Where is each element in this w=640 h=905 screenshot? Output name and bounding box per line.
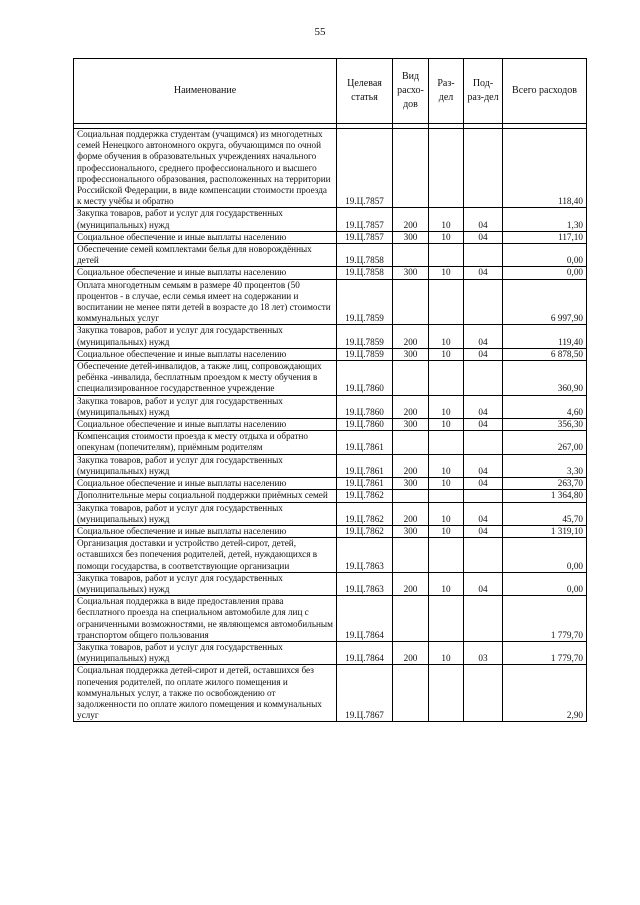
cell-subsection: [464, 538, 503, 573]
cell-section: [429, 129, 464, 208]
cell-subsection: 04: [464, 231, 503, 243]
cell-subsection: 04: [464, 419, 503, 431]
cell-expense: [393, 538, 429, 573]
cell-name: Социальное обеспечение и иные выплаты населению: [74, 231, 337, 243]
table-row: [74, 208, 587, 231]
cell-total: 119,40: [503, 325, 587, 348]
header-expense: Вид расхо-дов: [393, 59, 429, 124]
cell-name: Социальная поддержка детей-сирот и детей, оставшихся без попечения родителей, по оплате жилого помещения и коммунальных услуг, а также по освобождению от задолженности по оплате жилого помещения и коммунальных услуг: [74, 665, 337, 722]
cell-subsection: [464, 665, 503, 722]
table-row: [74, 525, 587, 537]
cell-expense: 200: [393, 641, 429, 664]
cell-expense: [393, 244, 429, 267]
header-target: Целевая статья: [337, 59, 393, 124]
cell-section: 10: [429, 478, 464, 490]
cell-section: 10: [429, 641, 464, 664]
cell-expense: [393, 490, 429, 502]
cell-expense: 300: [393, 525, 429, 537]
table-row: [74, 129, 587, 208]
cell-total: 2,90: [503, 665, 587, 722]
header-name: Наименование: [74, 59, 337, 124]
cell-name: Обеспечение детей-инвалидов, а также лиц, сопровождающих ребёнка -инвалида, бесплатным проездом к месту обучения в специализированное государственное учреждение: [74, 361, 337, 396]
cell-section: 10: [429, 325, 464, 348]
cell-target: 19.Ц.7857: [337, 231, 393, 243]
cell-section: [429, 279, 464, 325]
cell-section: [429, 361, 464, 396]
cell-expense: 200: [393, 502, 429, 525]
page-number: 55: [314, 26, 326, 38]
cell-name: Закупка товаров, работ и услуг для государственных (муниципальных) нужд: [74, 641, 337, 664]
cell-subsection: [464, 129, 503, 208]
cell-section: [429, 490, 464, 502]
cell-total: 0,00: [503, 572, 587, 595]
cell-subsection: 04: [464, 395, 503, 418]
table-row: [74, 596, 587, 642]
cell-section: 10: [429, 525, 464, 537]
cell-target: 19.Ц.7864: [337, 641, 393, 664]
cell-expense: 200: [393, 454, 429, 477]
table-row: [74, 502, 587, 525]
cell-total: 3,30: [503, 454, 587, 477]
table-row: [74, 231, 587, 243]
cell-total: 118,40: [503, 129, 587, 208]
cell-total: 1 779,70: [503, 596, 587, 642]
cell-target: 19.Ц.7860: [337, 395, 393, 418]
cell-subsection: 04: [464, 572, 503, 595]
cell-expense: [393, 361, 429, 396]
cell-target: 19.Ц.7860: [337, 361, 393, 396]
cell-subsection: [464, 596, 503, 642]
cell-expense: 200: [393, 395, 429, 418]
cell-target: 19.Ц.7867: [337, 665, 393, 722]
cell-target: 19.Ц.7861: [337, 431, 393, 454]
cell-section: 10: [429, 419, 464, 431]
cell-name: Организация доставки и устройство детей-сирот, детей, оставшихся без попечения родителей, детей, нуждающихся в помощи государства, в соответствующие организации: [74, 538, 337, 573]
cell-expense: [393, 665, 429, 722]
cell-section: 10: [429, 454, 464, 477]
cell-total: 4,60: [503, 395, 587, 418]
cell-expense: 200: [393, 208, 429, 231]
cell-name: Социальное обеспечение и иные выплаты населению: [74, 348, 337, 360]
table-row: [74, 431, 587, 454]
cell-subsection: [464, 490, 503, 502]
cell-name: Закупка товаров, работ и услуг для государственных (муниципальных) нужд: [74, 395, 337, 418]
header-total: Всего расходов: [503, 59, 587, 124]
cell-subsection: [464, 361, 503, 396]
cell-section: [429, 244, 464, 267]
table-row: [74, 279, 587, 325]
cell-target: 19.Ц.7860: [337, 419, 393, 431]
cell-section: 10: [429, 231, 464, 243]
cell-expense: 300: [393, 478, 429, 490]
cell-subsection: 04: [464, 208, 503, 231]
cell-subsection: 04: [464, 454, 503, 477]
cell-subsection: [464, 431, 503, 454]
cell-target: 19.Ц.7862: [337, 490, 393, 502]
cell-section: [429, 665, 464, 722]
cell-total: 0,00: [503, 267, 587, 279]
cell-section: 10: [429, 348, 464, 360]
cell-section: [429, 431, 464, 454]
table-row: [74, 454, 587, 477]
cell-subsection: 04: [464, 348, 503, 360]
cell-target: 19.Ц.7862: [337, 525, 393, 537]
cell-expense: 300: [393, 419, 429, 431]
cell-subsection: 04: [464, 525, 503, 537]
cell-total: 356,30: [503, 419, 587, 431]
table-row: [74, 641, 587, 664]
cell-target: 19.Ц.7857: [337, 129, 393, 208]
cell-total: 1 319,10: [503, 525, 587, 537]
cell-section: [429, 538, 464, 573]
cell-expense: [393, 279, 429, 325]
header-section: Раз-дел: [429, 59, 464, 124]
cell-target: 19.Ц.7863: [337, 538, 393, 573]
cell-name: Социальное обеспечение и иные выплаты населению: [74, 525, 337, 537]
table-row: [74, 395, 587, 418]
cell-expense: 200: [393, 572, 429, 595]
cell-total: 6 997,90: [503, 279, 587, 325]
cell-name: Закупка товаров, работ и услуг для государственных (муниципальных) нужд: [74, 208, 337, 231]
cell-name: Социальная поддержка в виде предоставления права бесплатного проезда на специальном автомобиле для лиц с ограниченными возможностями, не являющемся автомобильным транспортом общего пользования: [74, 596, 337, 642]
cell-target: 19.Ц.7857: [337, 208, 393, 231]
cell-section: [429, 596, 464, 642]
cell-total: 45,70: [503, 502, 587, 525]
cell-total: 0,00: [503, 538, 587, 573]
cell-target: 19.Ц.7859: [337, 279, 393, 325]
cell-target: 19.Ц.7859: [337, 325, 393, 348]
cell-target: 19.Ц.7864: [337, 596, 393, 642]
cell-expense: 300: [393, 231, 429, 243]
cell-target: 19.Ц.7861: [337, 478, 393, 490]
cell-section: 10: [429, 572, 464, 595]
cell-subsection: [464, 279, 503, 325]
table-row: [74, 244, 587, 267]
cell-total: 117,10: [503, 231, 587, 243]
cell-expense: [393, 596, 429, 642]
cell-section: 10: [429, 267, 464, 279]
cell-name: Дополнительные меры социальной поддержки приёмных семей: [74, 490, 337, 502]
cell-total: 0,00: [503, 244, 587, 267]
cell-total: 360,90: [503, 361, 587, 396]
cell-total: 1,30: [503, 208, 587, 231]
cell-name: Закупка товаров, работ и услуг для государственных (муниципальных) нужд: [74, 454, 337, 477]
table-row: [74, 419, 587, 431]
cell-expense: [393, 431, 429, 454]
budget-table: [73, 58, 587, 722]
cell-total: 6 878,50: [503, 348, 587, 360]
table-row: [74, 348, 587, 360]
table-row: [74, 361, 587, 396]
table-row: [74, 478, 587, 490]
cell-total: 1 364,80: [503, 490, 587, 502]
cell-section: 10: [429, 395, 464, 418]
cell-subsection: 04: [464, 478, 503, 490]
cell-expense: 200: [393, 325, 429, 348]
cell-target: 19.Ц.7862: [337, 502, 393, 525]
cell-subsection: 03: [464, 641, 503, 664]
cell-total: 267,00: [503, 431, 587, 454]
cell-name: Оплата многодетным семьям в размере 40 процентов (50 процентов - в случае, если семья имеет на содержании и воспитании не менее пяти детей в возрасте до 18 лет) стоимости коммунальных услуг: [74, 279, 337, 325]
table-row: [74, 665, 587, 722]
table-row: [74, 267, 587, 279]
cell-total: 263,70: [503, 478, 587, 490]
cell-subsection: 04: [464, 502, 503, 525]
cell-section: 10: [429, 208, 464, 231]
cell-expense: 300: [393, 348, 429, 360]
cell-name: Социальное обеспечение и иные выплаты населению: [74, 419, 337, 431]
cell-target: 19.Ц.7861: [337, 454, 393, 477]
cell-target: 19.Ц.7863: [337, 572, 393, 595]
cell-name: Социальное обеспечение и иные выплаты населению: [74, 478, 337, 490]
cell-name: Социальная поддержка студентам (учащимся) из многодетных семей Ненецкого автономного округа, обучающимся по очной форме обучения в образовательных учреждениях начального профессионального, среднего профессионального и высшего профессионального образования, расположенных на территории Российской Федерации, в виде компенсации стоимости проезда к месту учёбы и обратно: [74, 129, 337, 208]
header-subsection: Под-раз-дел: [464, 59, 503, 124]
cell-target: 19.Ц.7858: [337, 267, 393, 279]
table-header-row: [74, 59, 587, 124]
cell-target: 19.Ц.7859: [337, 348, 393, 360]
cell-name: Обеспечение семей комплектами белья для новорождённых детей: [74, 244, 337, 267]
cell-expense: [393, 129, 429, 208]
cell-name: Закупка товаров, работ и услуг для государственных (муниципальных) нужд: [74, 572, 337, 595]
cell-name: Компенсация стоимости проезда к месту отдыха и обратно опекунам (попечителям), приёмным родителям: [74, 431, 337, 454]
cell-total: 1 779,70: [503, 641, 587, 664]
cell-subsection: [464, 244, 503, 267]
table-row: [74, 325, 587, 348]
table-row: [74, 538, 587, 573]
cell-subsection: 04: [464, 325, 503, 348]
cell-subsection: 04: [464, 267, 503, 279]
table-row: [74, 572, 587, 595]
cell-name: Социальное обеспечение и иные выплаты населению: [74, 267, 337, 279]
cell-name: Закупка товаров, работ и услуг для государственных (муниципальных) нужд: [74, 325, 337, 348]
table-row: [74, 490, 587, 502]
table-body: [74, 124, 587, 722]
cell-expense: 300: [393, 267, 429, 279]
cell-name: Закупка товаров, работ и услуг для государственных (муниципальных) нужд: [74, 502, 337, 525]
cell-section: 10: [429, 502, 464, 525]
cell-target: 19.Ц.7858: [337, 244, 393, 267]
